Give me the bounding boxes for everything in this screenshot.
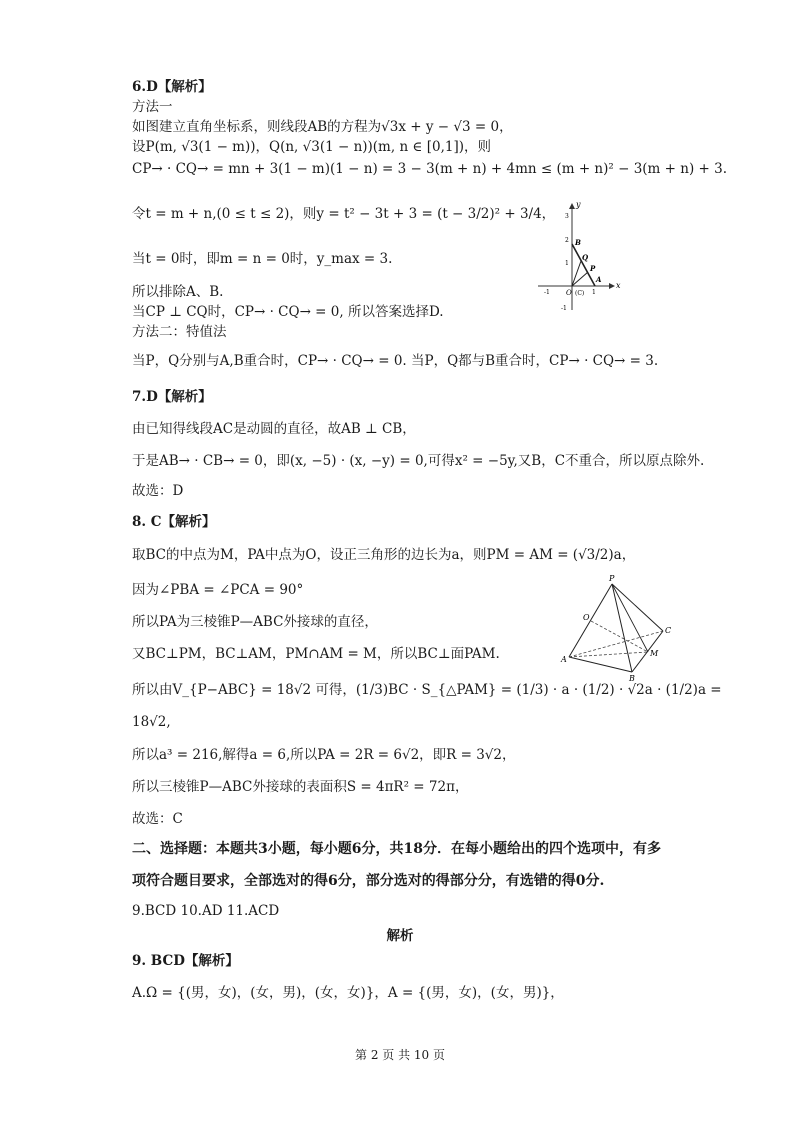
q6-heading: 6.D【解析】 [132, 79, 212, 95]
q8-line2: 因为∠PBA = ∠PCA = 90° [132, 582, 304, 598]
origin-label: O [566, 289, 572, 297]
point-m-label: M [650, 649, 659, 658]
point-q-label: Q [582, 253, 589, 262]
point-o-label: O [583, 613, 590, 622]
q8-answer: 故选：C [132, 811, 183, 827]
section2-rules: 项符合题目要求，全部选对的得6分，部分选对的得部分分，有选错的得0分. [132, 873, 605, 889]
q8-line3: 所以PA为三棱锥P—ABC外接球的直径， [132, 614, 378, 630]
q8-line1: 取BC的中点为M，PA中点为O，设正三角形的边长为a，则PM = AM = (√3/2)a， [132, 547, 636, 563]
edge-pc [612, 584, 663, 631]
q7-heading: 7.D【解析】 [132, 389, 212, 405]
q6-method1: 方法一 [132, 99, 173, 115]
section2-title: 二、选择题：本题共3小题，每小题6分，共18分．在每小题给出的四个选项中，有多 [132, 841, 661, 857]
point-b-label: B [575, 238, 581, 247]
q7-line1: 由已知得线段AC是动圆的直径，故AB ⊥ CB， [132, 421, 416, 437]
q6-method2: 方法二：特值法 [132, 324, 227, 340]
vertex-a-label: A [561, 655, 567, 664]
page-footer: 第 2 页 共 10 页 [355, 1048, 445, 1062]
tick-y3: 3 [565, 213, 569, 220]
y-axis-label: y [576, 200, 581, 209]
tick-y2: 2 [565, 237, 569, 244]
x-axis-label: x [616, 281, 621, 290]
q8-line8: 所以三棱锥P—ABC外接球的表面积S = 4πR² = 72π， [132, 779, 469, 795]
vertex-p-label: P [609, 574, 615, 583]
q6-t-zero: 当t = 0时，即m = n = 0时，y_max = 3. [132, 251, 393, 267]
q8-line5: 所以由V_{P−ABC} = 18√2 可得，(1/3)BC · S_{△PAM} = (1/3) · a · (1/2) · √2a · (1/2)a = [132, 682, 722, 698]
answers-9-11: 9.BCD 10.AD 11.ACD [132, 903, 280, 919]
tick-x1: 1 [592, 289, 596, 296]
q7-answer: 故选：D [132, 483, 184, 499]
vertex-c-label: C [665, 626, 672, 635]
edge-pb [612, 584, 632, 672]
q6-special: 当P，Q分别与A,B重合时，CP→ · CQ→ = 0. 当P，Q都与B重合时，CP→ · CQ→ = 3. [132, 353, 659, 369]
tick-xm1: -1 [544, 289, 550, 296]
tick-y1: 1 [565, 260, 569, 267]
pyramid-figure [560, 572, 680, 682]
q8-line7: 所以a³ = 216,解得a = 6,所以PA = 2R = 6√2，即R = 3√2， [132, 747, 516, 763]
q8-line4: 又BC⊥PM，BC⊥AM，PM∩AM = M，所以BC⊥面PAM. [132, 646, 500, 662]
segment-am-hidden [569, 652, 648, 657]
q9-heading: 9. BCD【解析】 [132, 953, 239, 969]
segment-pm [612, 584, 648, 652]
q9-line1: A.Ω = {(男，女)，(女，男)，(女，女)}，A = {(男，女)，(女，男)}， [132, 985, 564, 1001]
q6-set-pq: 设P(m, √3(1 − m))，Q(n, √3(1 − n))(m, n ∈ [0,1])，则 [132, 139, 491, 155]
q8-line6: 18√2, [132, 714, 171, 730]
point-p-label: P [590, 264, 596, 273]
tick-ym1: -1 [561, 305, 567, 312]
analysis-heading: 解析 [386, 928, 414, 944]
coordinate-graph-figure [530, 198, 630, 316]
edge-ac-hidden [569, 631, 663, 657]
q6-let-t: 令t = m + n,(0 ≤ t ≤ 2)，则y = t² − 3t + 3 = (t − 3/2)² + 3/4， [132, 206, 556, 222]
edge-pa [569, 584, 612, 657]
q6-exclude: 所以排除A、B. [132, 284, 224, 300]
q6-perp: 当CP ⊥ CQ时，CP→ · CQ→ = 0, 所以答案选择D. [132, 304, 444, 320]
point-a-label: A [596, 275, 602, 284]
q6-dot-product: CP→ · CQ→ = mn + 3(1 − m)(1 − n) = 3 − 3(m + n) + 4mn ≤ (m + n)² − 3(m + n) + 3. [132, 161, 727, 177]
vertex-b-label: B [629, 674, 635, 682]
q8-heading: 8. C【解析】 [132, 514, 216, 530]
point-c-label: (C) [575, 290, 585, 297]
q7-line2: 于是AB→ · CB→ = 0，即(x, −5) · (x, −y) = 0,可得x² = −5y,又B，C不重合，所以原点除外. [132, 453, 705, 469]
edge-ab [569, 657, 632, 672]
q6-line-ab: 如图建立直角坐标系，则线段AB的方程为√3x + y − √3 = 0， [132, 119, 513, 135]
